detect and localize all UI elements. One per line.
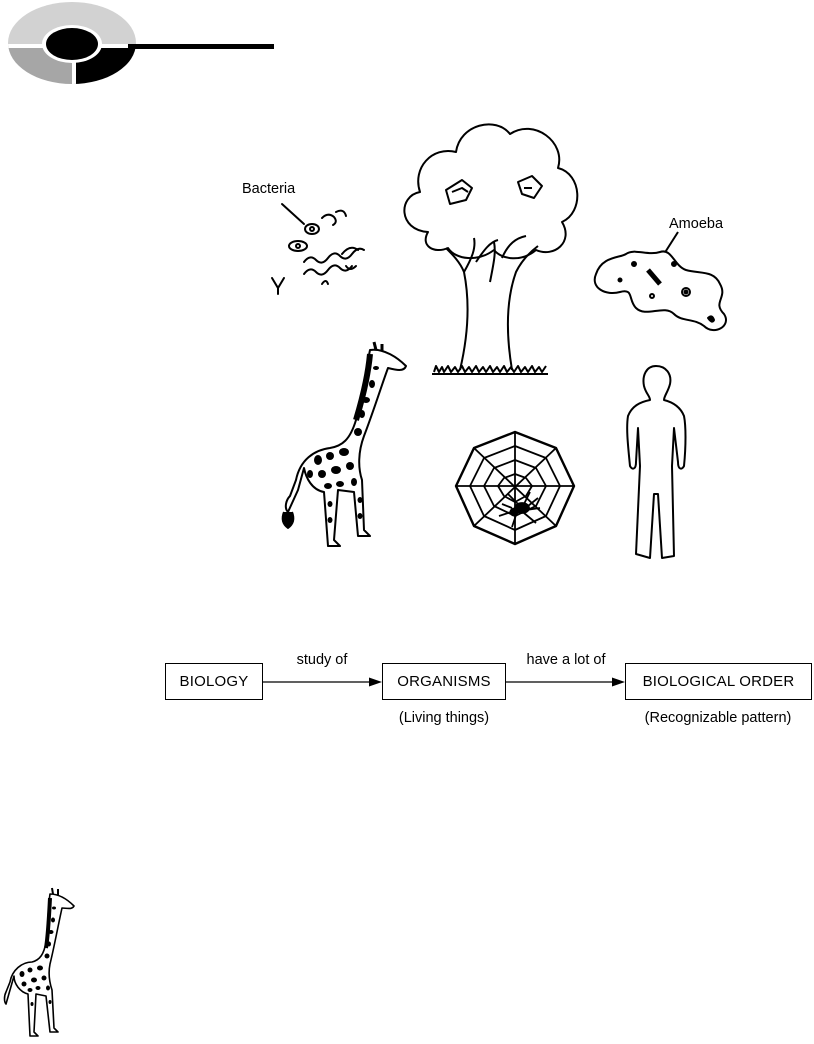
flow-box-biological-order: BIOLOGICAL ORDER [625,663,812,700]
bacteria-illustration [262,200,382,296]
tree-illustration [398,112,580,382]
relation-study-of: study of [296,652,348,668]
relation-have-a-lot-of: have a lot of [526,652,606,668]
flow-arrows [263,672,625,692]
bacteria-label: Bacteria [242,181,296,197]
amoeba-illustration [590,230,740,345]
note-recognizable-pattern: (Recognizable pattern) [644,710,792,726]
giraffe-illustration [278,340,410,554]
amoeba-label: Amoeba [669,216,724,232]
header-rule [128,44,274,49]
arrowhead-icon [369,678,382,687]
chapter-logo [0,0,290,90]
giraffe-margin-icon [2,886,78,1038]
human-illustration [616,362,696,562]
spider-web-illustration [452,428,578,548]
logo-core [46,28,98,60]
arrowhead-icon [612,678,625,687]
flow-box-biology: BIOLOGY [165,663,263,700]
flow-box-organisms: ORGANISMS [382,663,506,700]
note-living-things: (Living things) [398,710,490,726]
